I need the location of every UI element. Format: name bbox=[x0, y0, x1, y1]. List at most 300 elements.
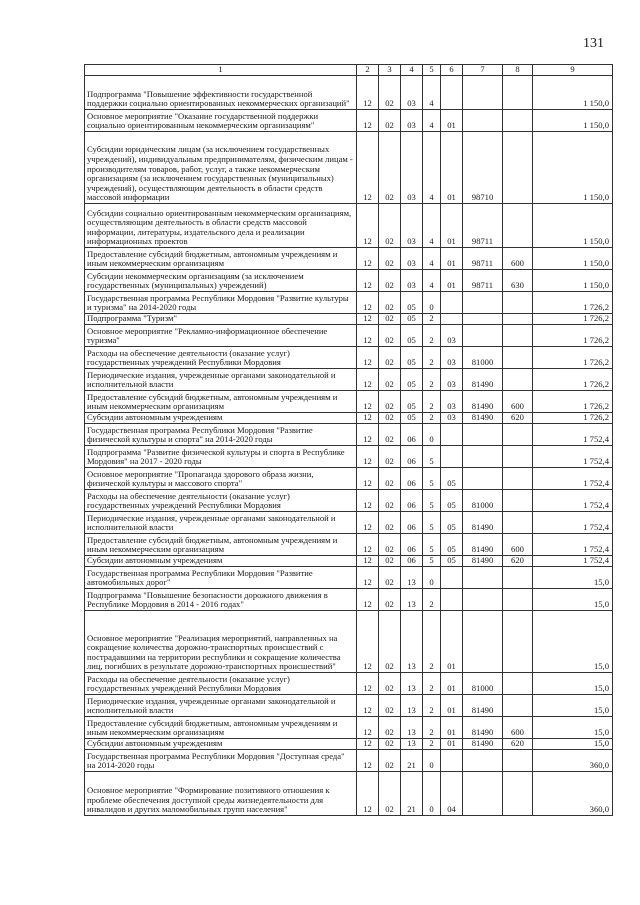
row-code: 600 bbox=[503, 534, 533, 556]
row-code: 03 bbox=[401, 248, 423, 270]
row-code: 620 bbox=[503, 413, 533, 424]
row-amount: 15,0 bbox=[533, 673, 613, 695]
row-code: 81490 bbox=[463, 512, 503, 534]
row-code: 02 bbox=[379, 673, 401, 695]
row-code: 01 bbox=[441, 673, 463, 695]
row-code: 81490 bbox=[463, 391, 503, 413]
row-code: 2 bbox=[423, 717, 441, 739]
row-code: 02 bbox=[379, 589, 401, 611]
row-code: 06 bbox=[401, 446, 423, 468]
row-code: 02 bbox=[379, 204, 401, 248]
row-amount: 1 752,4 bbox=[533, 512, 613, 534]
row-code: 02 bbox=[379, 772, 401, 816]
row-code: 2 bbox=[423, 589, 441, 611]
row-name: Субсидии некоммерческим организациям (за исключением государственных (муниципальных) учреждений) bbox=[85, 270, 357, 292]
row-name: Расходы на обеспечение деятельности (оказание услуг) государственных учреждений Республики Мордовия bbox=[85, 347, 357, 369]
row-amount: 1 752,4 bbox=[533, 424, 613, 446]
column-header: 1 bbox=[85, 65, 357, 76]
row-code bbox=[503, 314, 533, 325]
row-code: 12 bbox=[357, 490, 379, 512]
row-code bbox=[463, 446, 503, 468]
row-code bbox=[463, 76, 503, 110]
row-code: 01 bbox=[441, 204, 463, 248]
row-code: 02 bbox=[379, 391, 401, 413]
row-code: 5 bbox=[423, 468, 441, 490]
row-name: Субсидии социально ориентированным некоммерческим организациям, осуществляющим деятельность в области средств массовой информации, литературы, издательского дела и реализации информационных проектов bbox=[85, 204, 357, 248]
row-code: 12 bbox=[357, 534, 379, 556]
row-code: 4 bbox=[423, 270, 441, 292]
column-header: 5 bbox=[423, 65, 441, 76]
table-row bbox=[85, 132, 613, 204]
table-row bbox=[85, 325, 613, 347]
row-code bbox=[463, 314, 503, 325]
row-name: Периодические издания, учрежденные органами законодательной и исполнительной власти bbox=[85, 695, 357, 717]
row-code: 81490 bbox=[463, 556, 503, 567]
row-code bbox=[503, 76, 533, 110]
table-row bbox=[85, 750, 613, 772]
row-code: 12 bbox=[357, 76, 379, 110]
row-code: 13 bbox=[401, 567, 423, 589]
row-code: 05 bbox=[441, 534, 463, 556]
row-name: Государственная программа Республики Мордовия "Развитие культуры и туризма" на 2014-2020 годы bbox=[85, 292, 357, 314]
table-row bbox=[85, 717, 613, 739]
row-code: 03 bbox=[441, 413, 463, 424]
row-name: Основное мероприятие "Формирование позитивного отношения к проблеме обеспечения доступной среды жизнедеятельности для инвалидов и других маломобильных групп населения" bbox=[85, 772, 357, 816]
row-code: 06 bbox=[401, 468, 423, 490]
row-code: 12 bbox=[357, 673, 379, 695]
row-amount: 1 726,2 bbox=[533, 314, 613, 325]
table-body bbox=[85, 76, 613, 816]
row-code: 02 bbox=[379, 739, 401, 750]
row-code: 600 bbox=[503, 391, 533, 413]
row-code: 81490 bbox=[463, 369, 503, 391]
row-amount: 1 150,0 bbox=[533, 76, 613, 110]
row-name: Основное мероприятие "Пропаганда здорового образа жизни, физической культуры и массового спорта" bbox=[85, 468, 357, 490]
row-code bbox=[503, 110, 533, 132]
row-code: 2 bbox=[423, 391, 441, 413]
row-name: Субсидии юридическим лицам (за исключением государственных учреждений), индивидуальным предпринимателям, физическим лицам - производителям товаров, работ, услуг, а также некоммерческим организациям (за исключением государственных (муниципальных) учреждений), осуществляющим деятельность в области средств массовой информации bbox=[85, 132, 357, 204]
row-code: 05 bbox=[441, 556, 463, 567]
row-code: 12 bbox=[357, 589, 379, 611]
row-code: 2 bbox=[423, 739, 441, 750]
row-code: 2 bbox=[423, 611, 441, 673]
row-code: 12 bbox=[357, 424, 379, 446]
row-code: 13 bbox=[401, 589, 423, 611]
row-code bbox=[441, 76, 463, 110]
row-name: Предоставление субсидий бюджетным, автономным учреждениям и иным некоммерческим организациям bbox=[85, 248, 357, 270]
row-code: 2 bbox=[423, 695, 441, 717]
row-code: 05 bbox=[441, 490, 463, 512]
row-code: 2 bbox=[423, 347, 441, 369]
row-code: 5 bbox=[423, 556, 441, 567]
row-code: 02 bbox=[379, 695, 401, 717]
row-code: 13 bbox=[401, 695, 423, 717]
row-code bbox=[463, 325, 503, 347]
row-code: 02 bbox=[379, 717, 401, 739]
row-code: 12 bbox=[357, 512, 379, 534]
row-code: 12 bbox=[357, 369, 379, 391]
row-amount: 1 726,2 bbox=[533, 369, 613, 391]
row-code: 21 bbox=[401, 772, 423, 816]
row-name: Субсидии автономным учреждениям bbox=[85, 413, 357, 424]
row-code: 02 bbox=[379, 110, 401, 132]
row-code bbox=[463, 772, 503, 816]
row-code: 12 bbox=[357, 248, 379, 270]
row-code: 06 bbox=[401, 512, 423, 534]
row-code: 81490 bbox=[463, 739, 503, 750]
row-code: 5 bbox=[423, 446, 441, 468]
row-code: 02 bbox=[379, 567, 401, 589]
row-code bbox=[463, 292, 503, 314]
table-row bbox=[85, 314, 613, 325]
row-code: 98711 bbox=[463, 270, 503, 292]
row-code bbox=[503, 750, 533, 772]
row-amount: 1 726,2 bbox=[533, 347, 613, 369]
row-code: 600 bbox=[503, 248, 533, 270]
row-code: 02 bbox=[379, 347, 401, 369]
row-code: 0 bbox=[423, 750, 441, 772]
row-code bbox=[503, 369, 533, 391]
row-code: 4 bbox=[423, 76, 441, 110]
row-code: 2 bbox=[423, 413, 441, 424]
row-name: Субсидии автономным учреждениям bbox=[85, 739, 357, 750]
row-code: 03 bbox=[401, 204, 423, 248]
row-code: 13 bbox=[401, 673, 423, 695]
row-code: 05 bbox=[401, 325, 423, 347]
row-code: 12 bbox=[357, 314, 379, 325]
row-code: 02 bbox=[379, 413, 401, 424]
row-code: 05 bbox=[401, 413, 423, 424]
row-code: 05 bbox=[401, 347, 423, 369]
row-name: Основное мероприятие "Оказание государственной поддержки социально ориентированным некоммерческим организациям" bbox=[85, 110, 357, 132]
row-code: 02 bbox=[379, 369, 401, 391]
row-name: Подпрограмма "Повышение эффективности государственной поддержки социально ориентированных некоммерческих организаций" bbox=[85, 76, 357, 110]
row-code bbox=[463, 424, 503, 446]
table-row bbox=[85, 292, 613, 314]
table-row bbox=[85, 76, 613, 110]
row-code: 02 bbox=[379, 750, 401, 772]
row-code: 0 bbox=[423, 772, 441, 816]
row-code: 03 bbox=[401, 270, 423, 292]
row-code bbox=[463, 567, 503, 589]
row-code: 03 bbox=[401, 132, 423, 204]
row-code bbox=[503, 567, 533, 589]
row-code bbox=[503, 292, 533, 314]
row-code: 05 bbox=[401, 314, 423, 325]
row-name: Основное мероприятие "Рекламно-информационное обеспечение туризма" bbox=[85, 325, 357, 347]
row-code: 81490 bbox=[463, 717, 503, 739]
table-row bbox=[85, 204, 613, 248]
table-row bbox=[85, 369, 613, 391]
row-code: 5 bbox=[423, 490, 441, 512]
row-code: 13 bbox=[401, 717, 423, 739]
table-row bbox=[85, 391, 613, 413]
row-code: 12 bbox=[357, 717, 379, 739]
table-row bbox=[85, 468, 613, 490]
row-code bbox=[441, 567, 463, 589]
row-code bbox=[463, 611, 503, 673]
row-code bbox=[503, 347, 533, 369]
row-amount: 1 150,0 bbox=[533, 270, 613, 292]
row-code: 12 bbox=[357, 468, 379, 490]
row-code bbox=[503, 468, 533, 490]
budget-table bbox=[84, 64, 613, 816]
row-code: 98711 bbox=[463, 204, 503, 248]
row-code: 4 bbox=[423, 132, 441, 204]
row-name: Предоставление субсидий бюджетным, автономным учреждениям и иным некоммерческим организациям bbox=[85, 391, 357, 413]
row-code: 98711 bbox=[463, 248, 503, 270]
row-code: 01 bbox=[441, 695, 463, 717]
row-code: 12 bbox=[357, 611, 379, 673]
row-name: Государственная программа Республики Мордовия "Развитие физической культуры и спорта" на 2014-2020 годы bbox=[85, 424, 357, 446]
row-code bbox=[503, 490, 533, 512]
row-code: 5 bbox=[423, 534, 441, 556]
row-code: 03 bbox=[401, 110, 423, 132]
row-code: 12 bbox=[357, 567, 379, 589]
row-code: 02 bbox=[379, 468, 401, 490]
row-amount: 1 726,2 bbox=[533, 391, 613, 413]
row-amount: 1 726,2 bbox=[533, 413, 613, 424]
row-name: Субсидии автономным учреждениям bbox=[85, 556, 357, 567]
row-code: 06 bbox=[401, 534, 423, 556]
row-code bbox=[463, 750, 503, 772]
row-code: 12 bbox=[357, 347, 379, 369]
column-header: 8 bbox=[503, 65, 533, 76]
row-code: 0 bbox=[423, 292, 441, 314]
row-code: 06 bbox=[401, 424, 423, 446]
row-code: 4 bbox=[423, 248, 441, 270]
table-row bbox=[85, 347, 613, 369]
row-code: 05 bbox=[441, 468, 463, 490]
row-name: Подпрограмма "Развитие физической культуры и спорта в Республике Мордовия" на 2017 - 2020 годы bbox=[85, 446, 357, 468]
row-code: 12 bbox=[357, 270, 379, 292]
row-code: 2 bbox=[423, 314, 441, 325]
row-amount: 360,0 bbox=[533, 750, 613, 772]
row-code: 02 bbox=[379, 325, 401, 347]
row-code: 06 bbox=[401, 490, 423, 512]
row-code: 81490 bbox=[463, 695, 503, 717]
row-code: 12 bbox=[357, 110, 379, 132]
row-code: 2 bbox=[423, 673, 441, 695]
row-code: 02 bbox=[379, 76, 401, 110]
table-row bbox=[85, 512, 613, 534]
table-row bbox=[85, 248, 613, 270]
row-code: 12 bbox=[357, 292, 379, 314]
page-number: 131 bbox=[583, 36, 604, 51]
row-code: 06 bbox=[401, 556, 423, 567]
row-amount: 15,0 bbox=[533, 611, 613, 673]
row-code: 02 bbox=[379, 512, 401, 534]
row-name: Государственная программа Республики Мордовия "Доступная среда" на 2014-2020 годы bbox=[85, 750, 357, 772]
row-code: 02 bbox=[379, 132, 401, 204]
row-code: 81000 bbox=[463, 673, 503, 695]
row-code: 03 bbox=[441, 347, 463, 369]
table-row bbox=[85, 673, 613, 695]
row-code bbox=[463, 110, 503, 132]
row-code: 620 bbox=[503, 739, 533, 750]
row-code: 01 bbox=[441, 739, 463, 750]
row-code: 02 bbox=[379, 314, 401, 325]
row-code: 01 bbox=[441, 110, 463, 132]
row-code: 02 bbox=[379, 292, 401, 314]
row-amount: 1 150,0 bbox=[533, 248, 613, 270]
row-code bbox=[503, 772, 533, 816]
row-name: Расходы на обеспечение деятельности (оказание услуг) государственных учреждений Республики Мордовия bbox=[85, 673, 357, 695]
table-row bbox=[85, 556, 613, 567]
row-code: 12 bbox=[357, 446, 379, 468]
row-code bbox=[463, 589, 503, 611]
row-code: 05 bbox=[441, 512, 463, 534]
table-row bbox=[85, 695, 613, 717]
row-code: 02 bbox=[379, 534, 401, 556]
row-code: 01 bbox=[441, 248, 463, 270]
row-code: 2 bbox=[423, 369, 441, 391]
row-code: 4 bbox=[423, 204, 441, 248]
row-code: 04 bbox=[441, 772, 463, 816]
row-code: 03 bbox=[441, 325, 463, 347]
row-amount: 1 726,2 bbox=[533, 292, 613, 314]
row-code bbox=[503, 424, 533, 446]
row-code: 4 bbox=[423, 110, 441, 132]
row-name: Расходы на обеспечение деятельности (оказание услуг) государственных учреждений Республики Мордовия bbox=[85, 490, 357, 512]
table-row bbox=[85, 490, 613, 512]
row-code: 12 bbox=[357, 772, 379, 816]
row-name: Основное мероприятие "Реализация мероприятий, направленных на сокращение количества дорожно-транспортных происшествий с пострадавшими на территории республики и сокращение количества лиц, погибших в результате дорожно-транспортных происшествий" bbox=[85, 611, 357, 673]
row-code bbox=[441, 424, 463, 446]
row-code: 05 bbox=[401, 292, 423, 314]
row-code: 98710 bbox=[463, 132, 503, 204]
table-row bbox=[85, 534, 613, 556]
table-header-row bbox=[85, 65, 613, 76]
table-row bbox=[85, 110, 613, 132]
row-code: 01 bbox=[441, 611, 463, 673]
table-row bbox=[85, 772, 613, 816]
row-code: 12 bbox=[357, 413, 379, 424]
row-amount: 1 752,4 bbox=[533, 490, 613, 512]
row-amount: 1 752,4 bbox=[533, 468, 613, 490]
row-code: 620 bbox=[503, 556, 533, 567]
row-code: 03 bbox=[441, 369, 463, 391]
row-code: 12 bbox=[357, 695, 379, 717]
row-amount: 15,0 bbox=[533, 717, 613, 739]
column-header: 3 bbox=[379, 65, 401, 76]
row-code: 81490 bbox=[463, 413, 503, 424]
table-row bbox=[85, 739, 613, 750]
row-amount: 1 752,4 bbox=[533, 556, 613, 567]
row-amount: 1 752,4 bbox=[533, 446, 613, 468]
row-amount: 1 150,0 bbox=[533, 132, 613, 204]
row-code: 03 bbox=[401, 76, 423, 110]
row-amount: 15,0 bbox=[533, 739, 613, 750]
row-code: 02 bbox=[379, 446, 401, 468]
row-code: 05 bbox=[401, 369, 423, 391]
row-amount: 1 150,0 bbox=[533, 204, 613, 248]
row-code: 01 bbox=[441, 717, 463, 739]
row-code: 12 bbox=[357, 204, 379, 248]
table-row bbox=[85, 567, 613, 589]
row-code bbox=[441, 589, 463, 611]
row-code: 0 bbox=[423, 567, 441, 589]
row-code bbox=[503, 446, 533, 468]
row-code: 2 bbox=[423, 325, 441, 347]
row-code: 05 bbox=[401, 391, 423, 413]
row-amount: 15,0 bbox=[533, 589, 613, 611]
row-name: Предоставление субсидий бюджетным, автономным учреждениям и иным некоммерческим организациям bbox=[85, 717, 357, 739]
row-code: 12 bbox=[357, 739, 379, 750]
row-code: 21 bbox=[401, 750, 423, 772]
row-code bbox=[503, 695, 533, 717]
row-name: Подпрограмма "Туризм" bbox=[85, 314, 357, 325]
row-code bbox=[441, 750, 463, 772]
row-code: 600 bbox=[503, 717, 533, 739]
row-code bbox=[503, 512, 533, 534]
row-code: 13 bbox=[401, 739, 423, 750]
row-name: Периодические издания, учрежденные органами законодательной и исполнительной власти bbox=[85, 369, 357, 391]
row-name: Государственная программа Республики Мордовия "Развитие автомобильных дорог" bbox=[85, 567, 357, 589]
row-code: 12 bbox=[357, 750, 379, 772]
row-code: 13 bbox=[401, 611, 423, 673]
column-header: 7 bbox=[463, 65, 503, 76]
row-name: Предоставление субсидий бюджетным, автономным учреждениям и иным некоммерческим организациям bbox=[85, 534, 357, 556]
row-code: 12 bbox=[357, 391, 379, 413]
row-code bbox=[503, 673, 533, 695]
row-code: 81000 bbox=[463, 347, 503, 369]
row-code: 0 bbox=[423, 424, 441, 446]
row-code: 02 bbox=[379, 424, 401, 446]
row-amount: 15,0 bbox=[533, 567, 613, 589]
row-code bbox=[503, 325, 533, 347]
row-code: 12 bbox=[357, 325, 379, 347]
row-code bbox=[503, 611, 533, 673]
row-code bbox=[503, 589, 533, 611]
table-row bbox=[85, 413, 613, 424]
row-code: 02 bbox=[379, 556, 401, 567]
table-row bbox=[85, 446, 613, 468]
row-amount: 1 726,2 bbox=[533, 325, 613, 347]
row-code: 01 bbox=[441, 132, 463, 204]
row-code bbox=[441, 314, 463, 325]
row-code: 03 bbox=[441, 391, 463, 413]
row-code: 81490 bbox=[463, 534, 503, 556]
column-header: 4 bbox=[401, 65, 423, 76]
column-header: 6 bbox=[441, 65, 463, 76]
row-amount: 1 752,4 bbox=[533, 534, 613, 556]
row-code bbox=[441, 292, 463, 314]
row-amount: 360,0 bbox=[533, 772, 613, 816]
column-header: 2 bbox=[357, 65, 379, 76]
row-code: 02 bbox=[379, 248, 401, 270]
row-code: 02 bbox=[379, 611, 401, 673]
row-code: 12 bbox=[357, 556, 379, 567]
row-code bbox=[503, 132, 533, 204]
row-amount: 15,0 bbox=[533, 695, 613, 717]
row-code bbox=[463, 468, 503, 490]
table-row bbox=[85, 424, 613, 446]
row-code: 02 bbox=[379, 270, 401, 292]
row-code: 01 bbox=[441, 270, 463, 292]
row-code: 12 bbox=[357, 132, 379, 204]
table-row bbox=[85, 270, 613, 292]
table-row bbox=[85, 589, 613, 611]
row-code bbox=[441, 446, 463, 468]
row-code: 81000 bbox=[463, 490, 503, 512]
row-name: Подпрограмма "Повышение безопасности дорожного движения в Республике Мордовия в 2014 - 2016 годах" bbox=[85, 589, 357, 611]
row-name: Периодические издания, учрежденные органами законодательной и исполнительной власти bbox=[85, 512, 357, 534]
column-header: 9 bbox=[533, 65, 613, 76]
row-amount: 1 150,0 bbox=[533, 110, 613, 132]
row-code bbox=[503, 204, 533, 248]
row-code: 02 bbox=[379, 490, 401, 512]
